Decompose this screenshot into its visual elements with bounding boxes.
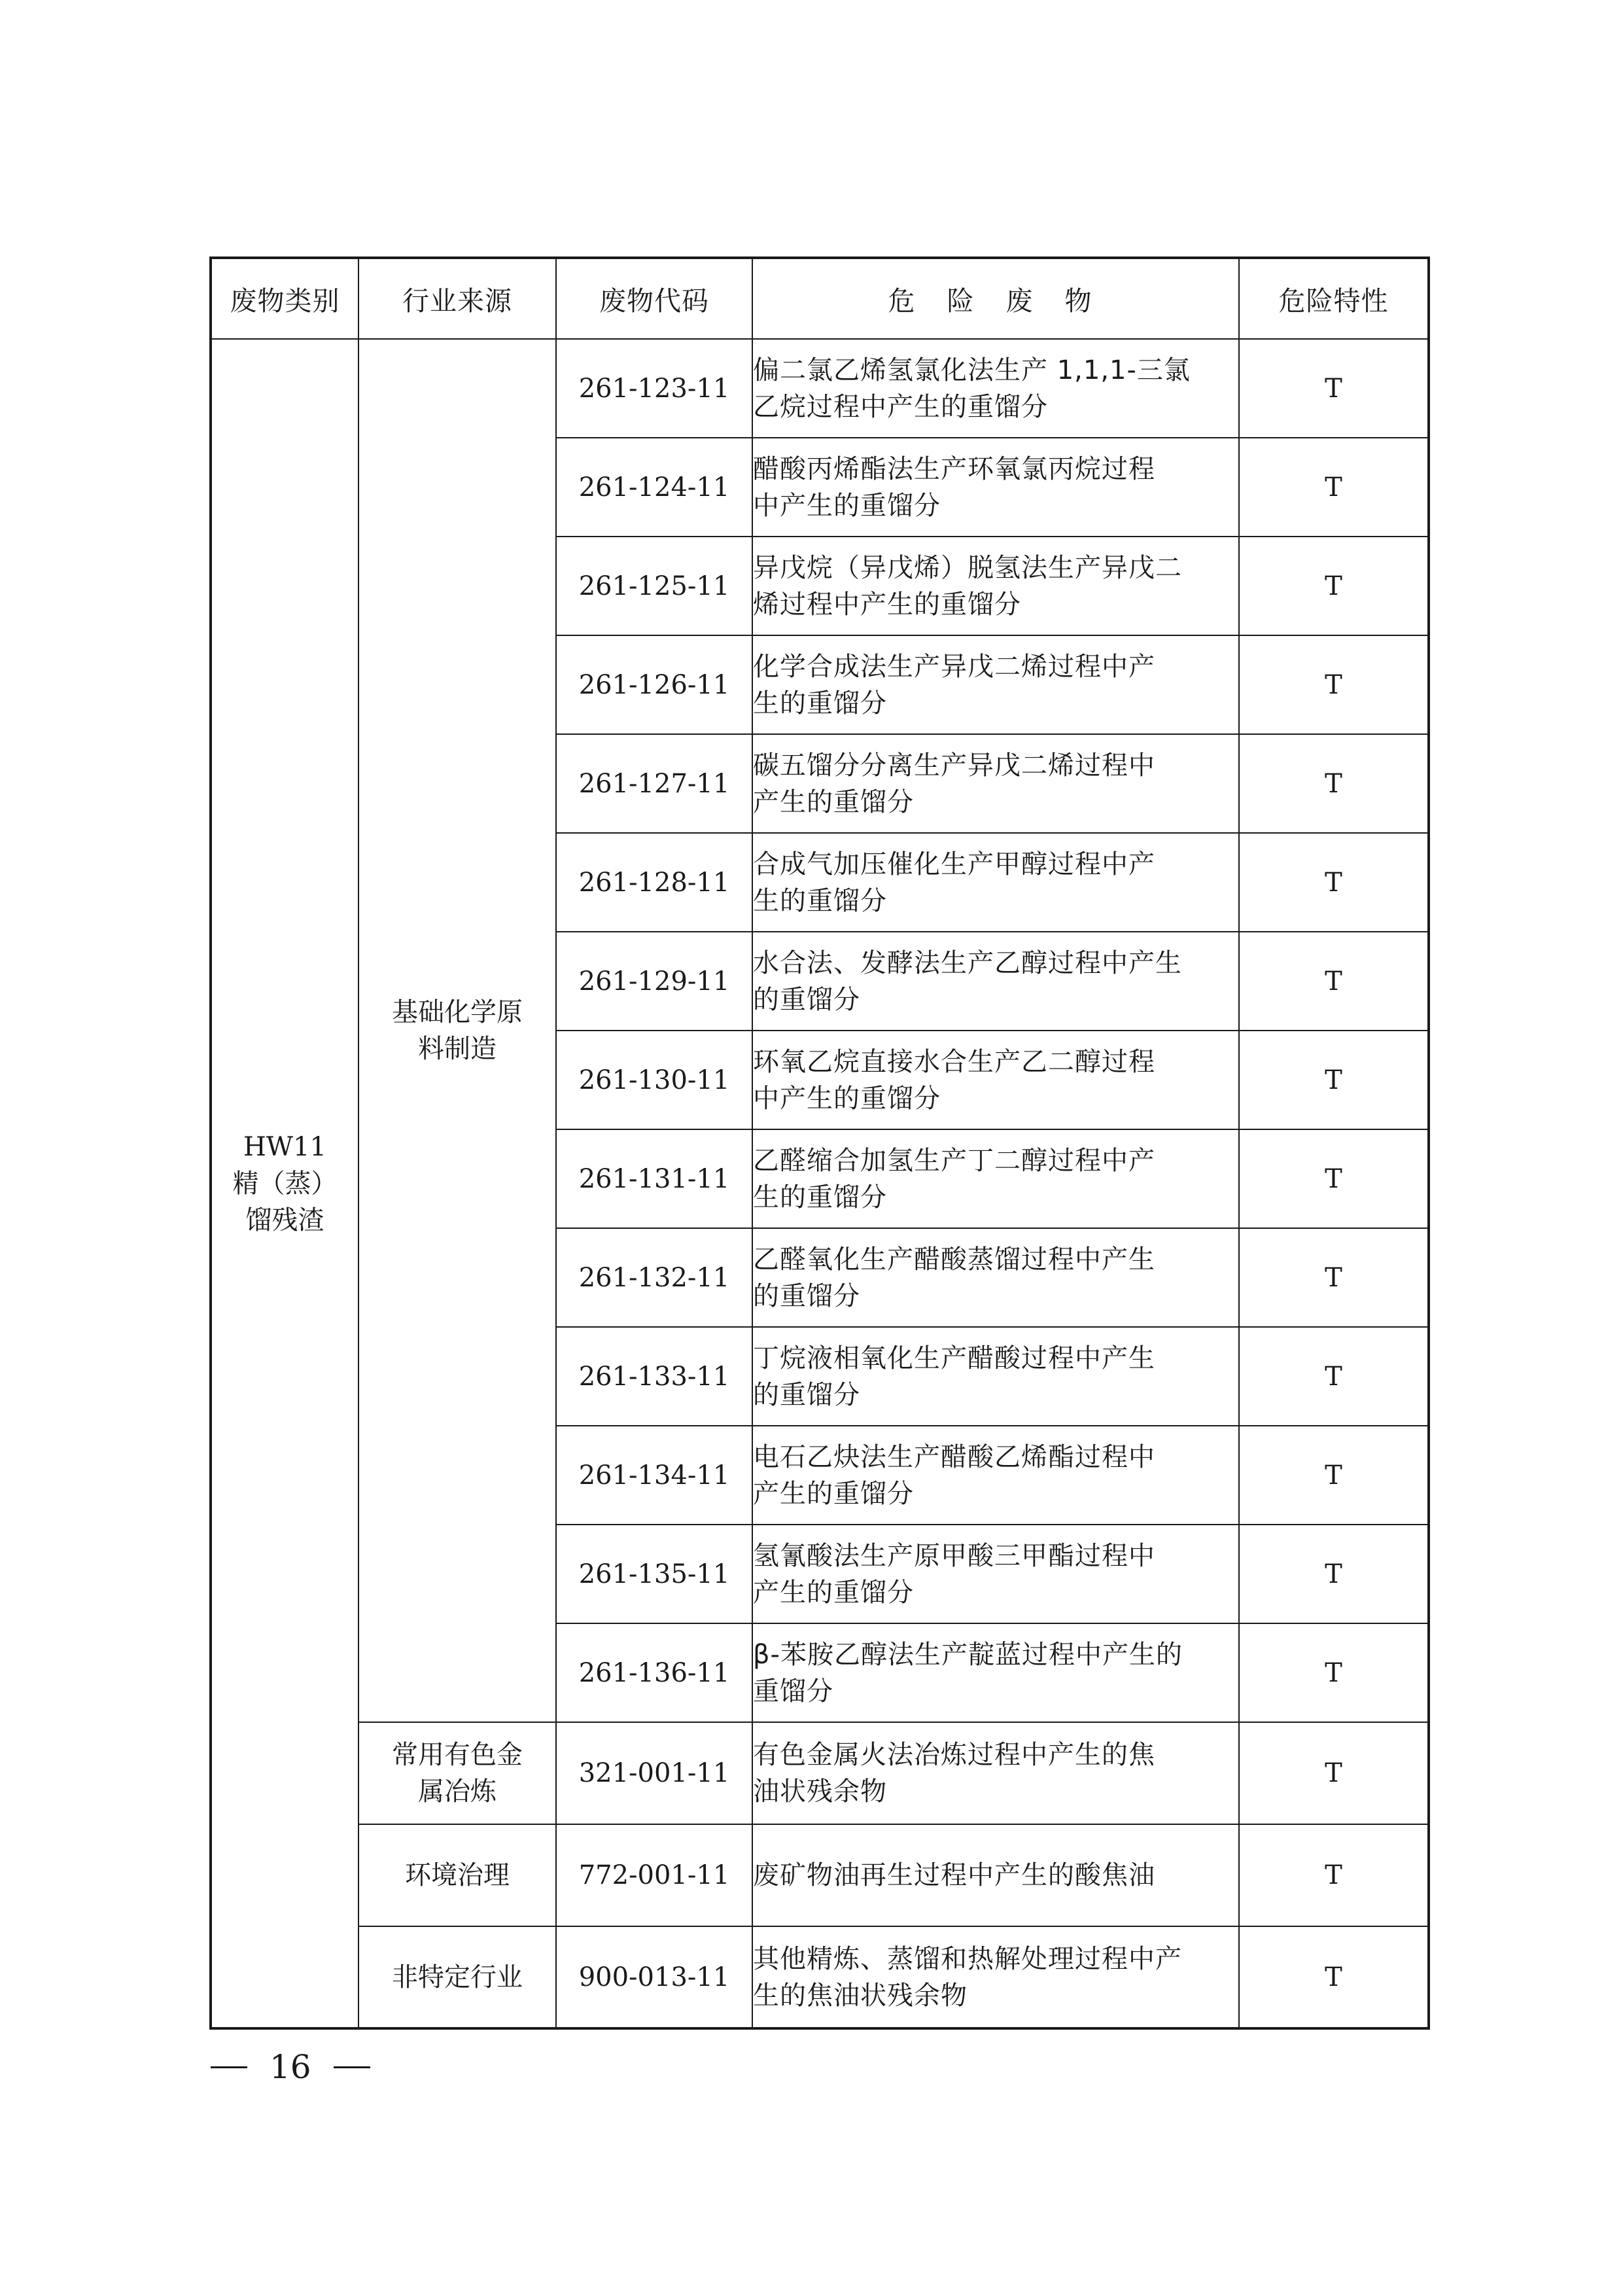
industry-source-cell [358, 339, 556, 1722]
description-line: 环氧乙烷直接水合生产乙二醇过程 [753, 1046, 1155, 1077]
description-line: 重馏分 [753, 1676, 833, 1706]
hazard-characteristic-cell: T [1239, 438, 1429, 537]
description-line: 产生的重馏分 [753, 1577, 914, 1608]
hazard-characteristic-cell: T [1239, 1623, 1429, 1722]
industry-source-cell [358, 1926, 556, 2028]
waste-code-cell: 261-135-11 [556, 1525, 752, 1623]
page-footer [211, 2048, 370, 2086]
hazardous-waste-description-cell [752, 1228, 1239, 1327]
header-waste-category: 废物类别 [211, 258, 358, 339]
waste-code-cell: 261-134-11 [556, 1426, 752, 1525]
header-industry-source: 行业来源 [358, 258, 556, 339]
description-line: 的重馏分 [753, 1379, 860, 1410]
description-line: 中产生的重馏分 [753, 1083, 941, 1114]
waste-code-cell: 261-124-11 [556, 438, 752, 537]
description-line: 产生的重馏分 [753, 786, 914, 817]
hazardous-waste-description-cell [752, 1824, 1239, 1926]
description-line: 碳五馏分分离生产异戊二烯过程中 [753, 750, 1155, 781]
page-number: 16 [270, 2048, 311, 2086]
hazard-characteristic-cell: T [1239, 537, 1429, 635]
table-row [211, 339, 1429, 438]
table-header-row [211, 258, 1429, 339]
hazardous-waste-description-cell [752, 932, 1239, 1031]
waste-category-line: HW11 [243, 1131, 326, 1162]
waste-category-cell [211, 339, 358, 2028]
description-line: 其他精炼、蒸馏和热解处理过程中产 [753, 1943, 1182, 1974]
hazardous-waste-description-cell [752, 1926, 1239, 2028]
hazardous-waste-description-cell [752, 833, 1239, 932]
description-line: 产生的重馏分 [753, 1478, 914, 1509]
description-line: 的重馏分 [753, 984, 860, 1015]
table-row [211, 1824, 1429, 1926]
hazard-characteristic-cell: T [1239, 1228, 1429, 1327]
hazardous-waste-description-cell [752, 339, 1239, 438]
hazard-characteristic-cell: T [1239, 932, 1429, 1031]
industry-source-cell [358, 1722, 556, 1824]
hazard-characteristic-cell: T [1239, 1426, 1429, 1525]
waste-code-cell: 261-129-11 [556, 932, 752, 1031]
hazardous-waste-description-cell [752, 1129, 1239, 1228]
description-line: 生的重馏分 [753, 688, 887, 718]
waste-code-cell: 261-125-11 [556, 537, 752, 635]
hazard-characteristic-cell: T [1239, 1129, 1429, 1228]
hazard-characteristic-cell: T [1239, 833, 1429, 932]
hazard-characteristic-cell: T [1239, 734, 1429, 833]
industry-source-line: 属冶炼 [418, 1776, 497, 1807]
description-line: 废矿物油再生过程中产生的酸焦油 [753, 1860, 1155, 1890]
hazardous-waste-description-cell [752, 438, 1239, 537]
description-line: 合成气加压催化生产甲醇过程中产 [753, 849, 1155, 879]
waste-code-cell: 261-126-11 [556, 635, 752, 734]
description-line: 乙醛氧化生产醋酸蒸馏过程中产生 [753, 1244, 1155, 1275]
description-line: 氢氰酸法生产原甲酸三甲酯过程中 [753, 1540, 1155, 1571]
description-line: 异戊烷（异戊烯）脱氢法生产异戊二 [753, 552, 1182, 583]
description-line: β-苯胺乙醇法生产靛蓝过程中产生的 [753, 1639, 1183, 1670]
hazardous-waste-table [209, 256, 1430, 2030]
hazardous-waste-description-cell [752, 1327, 1239, 1426]
hazardous-waste-description-cell [752, 537, 1239, 635]
description-line: 油状残余物 [753, 1776, 887, 1807]
waste-category-line: 馏残渣 [245, 1205, 324, 1235]
hazard-characteristic-cell: T [1239, 339, 1429, 438]
industry-source-line: 非特定行业 [392, 1962, 523, 1992]
hazard-characteristic-cell: T [1239, 1722, 1429, 1824]
hazard-characteristic-cell: T [1239, 1824, 1429, 1926]
waste-code-cell: 261-127-11 [556, 734, 752, 833]
waste-code-cell: 261-123-11 [556, 339, 752, 438]
industry-source-cell [358, 1824, 556, 1926]
waste-code-cell: 261-132-11 [556, 1228, 752, 1327]
footer-dash-left [211, 2066, 247, 2068]
waste-code-cell: 261-133-11 [556, 1327, 752, 1426]
industry-source-line: 环境治理 [405, 1860, 510, 1890]
description-line: 生的重馏分 [753, 1182, 887, 1212]
header-waste-code: 废物代码 [556, 258, 752, 339]
hazardous-waste-description-cell [752, 1722, 1239, 1824]
hazard-characteristic-cell: T [1239, 1327, 1429, 1426]
description-line: 生的重馏分 [753, 885, 887, 916]
hazardous-waste-description-cell [752, 635, 1239, 734]
hazardous-waste-description-cell [752, 1426, 1239, 1525]
hazardous-waste-description-cell [752, 1525, 1239, 1623]
description-line: 的重馏分 [753, 1280, 860, 1311]
hazardous-waste-description-cell [752, 1623, 1239, 1722]
description-line: 有色金属火法冶炼过程中产生的焦 [753, 1740, 1155, 1770]
description-line: 丁烷液相氧化生产醋酸过程中产生 [753, 1343, 1155, 1373]
description-line: 水合法、发酵法生产乙醇过程中产生 [753, 947, 1182, 978]
description-line: 烯过程中产生的重馏分 [753, 589, 1021, 620]
description-line: 中产生的重馏分 [753, 490, 941, 521]
industry-source-line: 常用有色金 [392, 1740, 523, 1770]
description-line: 醋酸丙烯酯法生产环氧氯丙烷过程 [753, 453, 1155, 484]
hazard-characteristic-cell: T [1239, 1031, 1429, 1129]
header-hazardous-waste: 危 险 废 物 [752, 258, 1239, 339]
waste-code-cell: 261-128-11 [556, 833, 752, 932]
waste-code-cell: 261-130-11 [556, 1031, 752, 1129]
waste-code-cell: 900-013-11 [556, 1926, 752, 2028]
waste-code-cell: 261-136-11 [556, 1623, 752, 1722]
industry-source-line: 基础化学原 [392, 997, 523, 1027]
table-row [211, 1926, 1429, 2028]
waste-code-cell: 772-001-11 [556, 1824, 752, 1926]
description-line: 化学合成法生产异戊二烯过程中产 [753, 651, 1155, 682]
description-line: 乙醛缩合加氢生产丁二醇过程中产 [753, 1145, 1155, 1176]
description-line: 电石乙炔法生产醋酸乙烯酯过程中 [753, 1441, 1155, 1472]
table-row [211, 1722, 1429, 1824]
industry-source-line: 料制造 [418, 1034, 497, 1064]
hazard-characteristic-cell: T [1239, 635, 1429, 734]
description-line: 生的焦油状残余物 [753, 1980, 968, 2011]
header-hazard-characteristic: 危险特性 [1239, 258, 1429, 339]
waste-code-cell: 321-001-11 [556, 1722, 752, 1824]
waste-code-cell: 261-131-11 [556, 1129, 752, 1228]
description-line: 偏二氯乙烯氢氯化法生产 1,1,1-三氯 [753, 355, 1191, 385]
hazard-characteristic-cell: T [1239, 1926, 1429, 2028]
hazardous-waste-description-cell [752, 1031, 1239, 1129]
hazard-characteristic-cell: T [1239, 1525, 1429, 1623]
waste-category-line: 精（蒸） [232, 1168, 338, 1199]
hazardous-waste-description-cell [752, 734, 1239, 833]
description-line: 乙烷过程中产生的重馏分 [753, 391, 1048, 422]
footer-dash-right [334, 2066, 370, 2068]
